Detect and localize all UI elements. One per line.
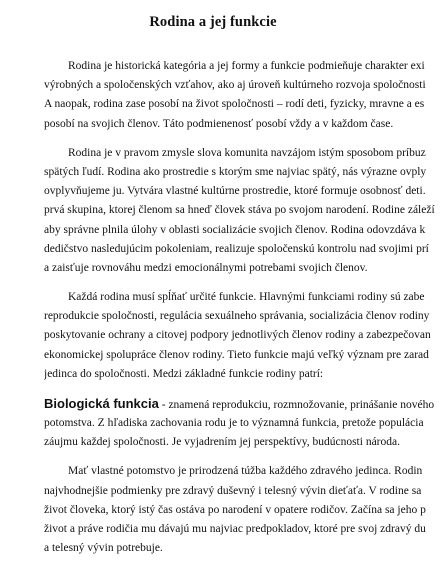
text-line: [44, 394, 441, 414]
text-line: ekonomickej spolupráce členov rodiny. Tieto funkcie majú veľký význam pre zarad: [44, 348, 429, 361]
text-line: život človeka, ktorý istý čas ostáva po narodení v opatere rodičov. Začína sa jeho p: [44, 503, 426, 516]
text-line: ovplyvňujeme ju. Vytvára vlastné kultúrne prostredie, ktoré formuje osobnosť deti.: [44, 185, 426, 198]
section-lead-term: Biologická funkcia: [44, 396, 159, 411]
text-line: posobí na svojich členov. Táto podmienenosť posobí vždy a v každom čase.: [44, 117, 394, 130]
paragraph-3: [44, 288, 441, 384]
text-line: Rodina je historická kategória a jej formy a funkcie podmieňuje charakter exi: [68, 60, 425, 72]
section-lead-text: - znamená reprodukciu, rozmnožovanie, prinášanie nového: [158, 399, 435, 411]
paragraph-5: [44, 462, 441, 558]
text-line: najvhodnejšie podmienky pre zdravý duševný i telesný vývin dieťaťa. V rodine sa: [44, 484, 422, 497]
text-line: prvá skupina, ktorej členom sa hneď človek stáva po svojom narodení. Rodine záleží: [44, 204, 435, 217]
text-line: jedinca do spoločnosti. Medzi základné funkcie rodiny patrí:: [44, 367, 324, 380]
text-line: a zaisťuje rovnováhu medzi emocionálnymi potrebami svojich členov.: [44, 261, 368, 274]
text-line: poskytovanie ochrany a citovej podpory jednotlivých členov rodiny a zabezpečovan: [44, 329, 431, 342]
text-line: výrobných a spoločenských vzťahov, ako aj úroveň kultúrneho rozvoja spoločnosti: [44, 79, 426, 92]
text-line: aby správne plnila úlohy v oblasti socializácie svojich členov. Rodina odovzdáva k: [44, 223, 426, 236]
text-line: Každá rodina musí spĺňať určité funkcie. Hlavnými funkciami rodiny sú zabe: [68, 291, 425, 304]
text-line: dedičstvo nasledujúcim pokoleniam, realizuje spoločenskú kontrolu nad svojimi prí: [44, 242, 429, 255]
text-line: život a práve rodičia mu dávajú mu najviac predpokladov, ktoré pre svoj zdravý du: [44, 522, 426, 535]
text-line: Mať vlastné potomstvo je prirodzená túžba každého zdravého jedinca. Rodin: [68, 465, 423, 478]
document-title: Rodina a jej funkcie: [149, 14, 277, 30]
paragraph-biological-function: [44, 394, 441, 452]
paragraph-2: [44, 144, 441, 278]
text-line: reprodukcie spoločnosti, regulácia sexuálneho správania, socializácia členov rodiny: [44, 310, 430, 323]
paragraph-1: [44, 57, 441, 134]
text-line: a telesný vývin potrebuje.: [44, 542, 163, 555]
text-line: Rodina je v pravom zmysle slova komunita navzájom istým sposobom príbuz: [68, 146, 426, 159]
text-line: A naopak, rodina zase posobí na život spoločnosti – rodí deti, fyzicky, mravne a es: [44, 98, 425, 111]
text-line: záujmu každej spoločnosti. Je vyjadrením jej perspektívy, budúcnosti národa.: [44, 436, 400, 449]
text-line: potomstva. Z hľadiska zachovania rodu je to významná funkcia, pretože populácia: [44, 417, 424, 429]
text-line: spätých ľudí. Rodina ako prostredie s ktorým sme najviac spätý, nás výrazne ovply: [44, 165, 427, 178]
